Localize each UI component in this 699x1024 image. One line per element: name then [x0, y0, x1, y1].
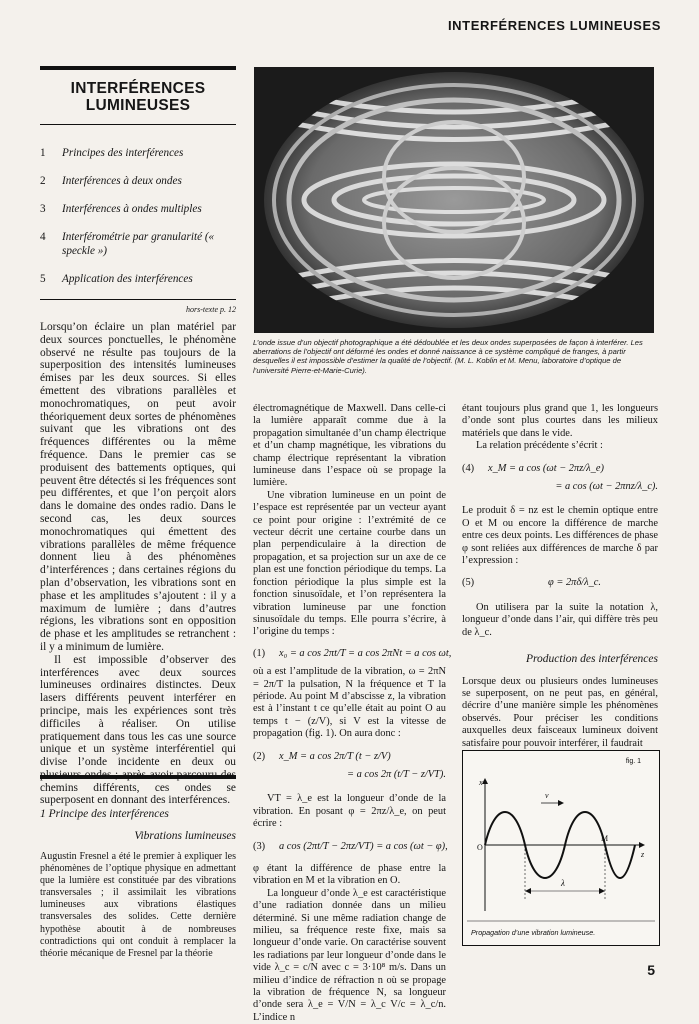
equation-number: (5) [462, 577, 475, 589]
toc-number: 3 [40, 203, 46, 215]
z-axis-label: z [641, 850, 645, 859]
equation-body: x_M = a cos (ωt − 2πz/λ_e) [488, 462, 604, 474]
part1-top-rule [40, 775, 236, 779]
subheading-production: Production des interférences [525, 653, 658, 666]
toc-number: 5 [40, 273, 46, 285]
toc-label: Interférences à ondes multiples [62, 203, 202, 215]
toc-item[interactable] [40, 146, 240, 160]
toc-item[interactable] [40, 230, 240, 258]
equation-2 [253, 751, 446, 763]
table-of-contents [40, 146, 240, 300]
column2-text [253, 403, 452, 1024]
part1-heading: 1 Principe des interférences [40, 808, 169, 820]
toc-item[interactable] [40, 202, 240, 216]
paragraph: On utilisera par la suite la notation λ, longueur d’onde dans l’air, qui diffère très peu de λ_c. [462, 601, 658, 638]
equation-body: x₀ = a cos 2πt/T = a cos 2πNt = a cos ωt, [279, 647, 452, 659]
section-title [40, 80, 236, 114]
equation-1 [253, 647, 452, 660]
intro-paragraph: Lorsqu’on éclaire un plan matériel par deux sources ponctuelles, le phénomène observé ne résulte pas toujours de la superposition des intensités lumineuses émises par les deux sources. Si elles émettent des vibrations parallèles et monochromatiques, on peut avoir théoriquement deux sortes de phénomènes suivant que les vibrations ont des fréquences différentes ou la même fréquence. Dans le premier cas se produisent des battements optiques, qui peuvent être détectés si les fréquences sont peu différentes, et que l’on perçoit alors dans le domaine des ondes radio. Dans le second cas, les deux sources monochromatiques qui émettent des vibrations parallèles de même fréquence donnent lieu à des phénomènes d’interférences ; dans certaines régions du plan d’observation, les vibrations sont en phase et les amplitudes s’ajoutent : il y a maximum de lumière ; dans d’autres régions, les vibrations sont en opposition de phase et les amplitudes se retranchent : il y a minimum de lumière. [40, 321, 236, 653]
equation-number: (3) [253, 840, 266, 852]
toc-item[interactable] [40, 174, 240, 188]
figure-caption: Propagation d’une vibration lumineuse. [471, 928, 596, 937]
equation-body: a cos (2πt/T − 2πz/VT) = a cos (ωt − φ), [279, 840, 448, 852]
section-title-line1: INTERFÉRENCES [70, 80, 206, 97]
running-header: INTERFÉRENCES LUMINEUSES [447, 18, 661, 33]
equation-body: φ = 2πδ/λ_c. [548, 577, 601, 589]
x-axis-arrow [482, 778, 488, 784]
equation-5 [462, 577, 658, 589]
equation-3 [253, 841, 446, 853]
figure-label: fig. 1 [625, 758, 641, 765]
section-top-rule [40, 66, 236, 70]
photo-caption: L’onde issue d’un objectif photographique a été dédoublée et les deux ondes superposées de façon à interférer. Les aberrations de l’objectif ont déformé les ondes et donné naissance à ce système compliqué de franges, à partir desquelles il est impossible d’estimer la qualité de l’objectif. (M. L. Koblin et M. Menu, laboratoire d’optique de l’université Pierre-et-Marie-Curie). [253, 338, 643, 375]
equation-4-continued: = a cos (ωt − 2πnz/λ_c). [555, 481, 658, 493]
paragraph: La longueur d’onde λ_e est caractéristique d’une radiation donnée dans un milieu déterminé. Si une même radiation change de milieu, sa fréquence reste fixe, mais sa longueur d’onde varie. On caractérise souvent les radiations par leur longueur d’onde dans le vide λ_c = c/N avec c = 3·10⁸ m/s. Dans un milieu d’indice de réfraction n où se propage la vibration de fréquence N, sa longueur d’onde sera λ_e = V/N = λ_c V/c = λ_c/n. L’indice n [253, 887, 446, 1023]
paragraph: Une vibration lumineuse en un point de l’espace est représentée par un vecteur ayant ce point pour origine : l’extrémité de ce vecteur décrit une certaine courbe dans un plan perpendiculaire à la direction de propagation, et sa projection sur un axe de ce plan est une fonction périodique du temps. La fonction périodique la plus simple est la fonction sinusoïdale, et l’on représentera la vibration lumineuse par une fonction sinusoïdale du temps. Elle pourra s’écrire, à l’origine du temps : [253, 489, 446, 638]
equation-number: (4) [462, 462, 475, 474]
interference-photo [254, 67, 654, 333]
paragraph: électromagnétique de Maxwell. Dans celle-ci la lumière apparaît comme due à la propagation simultanée d’un champ électrique et d’un champ magnétique, les vibrations du champ électrique représentant la vibration lumineuse dans l’espace où se propage la lumière. [253, 403, 446, 489]
wavelength-label: λ [561, 878, 565, 888]
column3-text [462, 403, 658, 750]
velocity-arrowhead [558, 800, 564, 806]
x-axis-label: x [479, 778, 483, 787]
toc-label: Application des interférences [62, 273, 193, 285]
toc-bottom-rule [40, 299, 236, 300]
wavelength-arrow-left [525, 888, 531, 894]
equation-4 [462, 463, 658, 475]
interference-fringes-image [254, 67, 654, 333]
paragraph: VT = λ_e est la longueur d’onde de la vibration. En posant φ = 2πz/λ_e, on peut écrire : [253, 793, 446, 830]
toc-number: 4 [40, 231, 46, 243]
toc-number: 2 [40, 175, 46, 187]
toc-label: Interférométrie par granularité (« speckle ») [62, 231, 215, 257]
paragraph: étant toujours plus grand que 1, les longueurs d’onde sont plus courtes dans les milieux matériels que dans le vide. [462, 403, 658, 439]
origin-label: O [477, 843, 483, 852]
toc-label: Principes des interférences [62, 147, 184, 159]
paragraph: Augustin Fresnel a été le premier à expliquer les phénomènes de l’optique physique en admettant que la lumière est constituée par des vibrations transversales ; il assimilait les vibrations lumineuses aux vibrations élastiques transversales des solides. Cette dernière hypothèse aboutit à de nombreuses contradictions qui ont conduit à remplacer la théorie mécanique de Fresnel par la théorie [40, 851, 236, 959]
paragraph: La relation précédente s’écrit : [476, 440, 603, 452]
equation-body: x_M = a cos 2π/T (t − z/V) [279, 750, 391, 762]
z-axis-arrow [639, 842, 645, 848]
paragraph: Le produit δ = nz est le chemin optique entre O et M ou encore la différence de marche entre ces deux points. Les différences de phase φ sont reliées aux différences de marche δ par l’expression : [462, 505, 658, 567]
toc-number: 1 [40, 147, 46, 159]
hors-texte-reference[interactable]: hors-texte p. 12 [186, 305, 236, 314]
point-m-label: M [601, 834, 609, 843]
wavelength-arrow-right [599, 888, 605, 894]
toc-item[interactable] [40, 272, 240, 286]
equation-number: (2) [253, 750, 266, 762]
paragraph: où a est l’amplitude de la vibration, ω = 2πN = 2π/T la pulsation, N la fréquence et T la période. Au point M d’abscisse z, la vibration est à l’instant t ce qu’elle était au point O au temps t − (z/V), si V est la vitesse de propagation (fig. 1). On aura donc : [253, 666, 446, 740]
page-number: 5 [647, 962, 655, 978]
intro-text [40, 321, 236, 807]
paragraph: φ étant la différence de phase entre la vibration en M et la vibration en O. [253, 863, 446, 887]
wave-propagation-diagram [463, 751, 659, 945]
section-title-rule [40, 124, 236, 125]
equation-number: (1) [253, 647, 266, 659]
part1-subheading: Vibrations lumineuses [134, 830, 236, 842]
paragraph: Lorsque deux ou plusieurs ondes lumineuses se superposent, on ne peut pas, en général, décrire d’une manière simple les phénomènes observés. Pour préciser les conditions auxquelles deux faisceaux lumineux doivent satisfaire pour pouvoir interférer, il faudrait [462, 675, 658, 749]
intro-paragraph: Il est impossible d’observer des interférences avec deux sources lumineuses ordinaires distinctes. Deux lasers différents peuvent interférer en principe, mais les expériences sont très difficiles à réaliser. On utilise pratiquement dans tous les cas une source unique et un système interférentiel qui divise l’onde incidente en deux ou chemins différents, ces ondes se superposent en donnant des interférences. [40, 653, 236, 807]
figure-1 [462, 750, 660, 946]
toc-label: Interférences à deux ondes [62, 175, 182, 187]
velocity-label: v [545, 791, 549, 800]
column1-text [40, 851, 236, 960]
section-title-line2: LUMINEUSES [85, 97, 191, 114]
equation-2-continued: = a cos 2π (t/T − z/VT). [347, 768, 446, 780]
